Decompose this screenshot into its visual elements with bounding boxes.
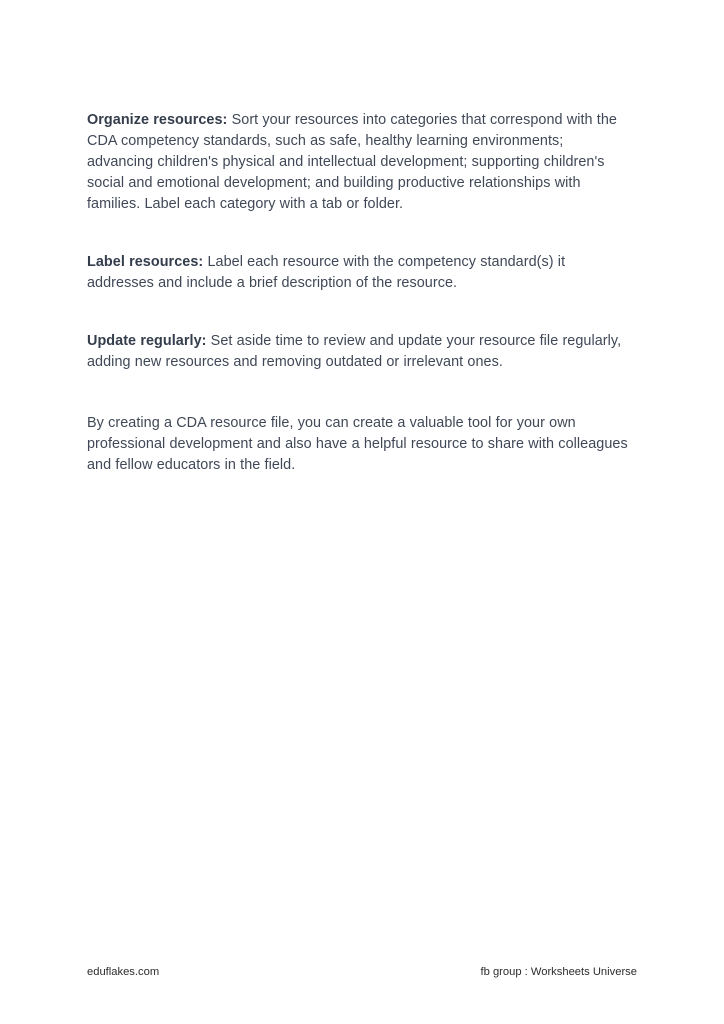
paragraph-text-closing-summary: By creating a CDA resource file, you can create a valuable tool for your own professional development and also have a helpful resource to share with colleagues and fellow educators in the field. [87, 415, 628, 473]
footer-site-name: eduflakes.com [87, 966, 160, 978]
paragraph-organize-resources [87, 110, 628, 215]
paragraph-text-organize-resources: Sort your resources into categories that correspond with the CDA competency standards, such as safe, healthy learning environments; advancing children's physical and intellectual development; supporting children's social and emotional development; and building productive relationships with families. Label each category with a tab or folder. [87, 112, 617, 212]
document-body [87, 110, 628, 476]
paragraph-lead-in-update-regularly: Update regularly: [87, 333, 207, 349]
page-footer [87, 964, 637, 982]
paragraph-lead-in-label-resources: Label resources: [87, 254, 204, 270]
paragraph-label-resources [87, 252, 628, 294]
paragraph-closing-summary [87, 413, 628, 476]
paragraph-text-update-regularly: Set aside time to review and update your resource file regularly, adding new resources and removing outdated or irrelevant ones. [87, 333, 622, 370]
paragraph-text-label-resources: Label each resource with the competency standard(s) it addresses and include a brief description of the resource. [87, 254, 566, 291]
footer-group-credit: fb group : Worksheets Universe [480, 966, 637, 978]
paragraph-update-regularly [87, 331, 628, 373]
paragraph-lead-in-organize-resources: Organize resources: [87, 112, 228, 128]
